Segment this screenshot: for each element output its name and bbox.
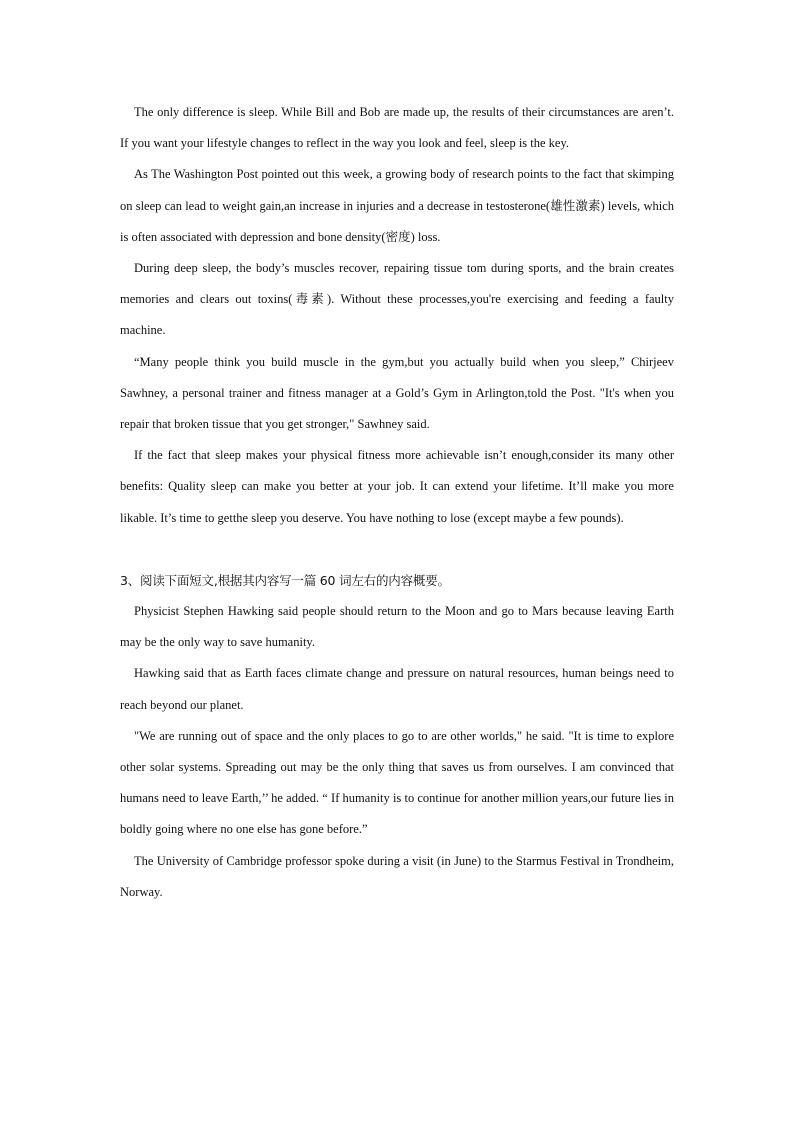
paragraph-other-benefits: If the fact that sleep makes your physical fitness more achievable isn’t enough,consider its many other benefits: Quality sleep can make you better at your job. It can extend your lifetime. It’ll make you more likable. It’s time to getthe sleep you deserve. You have nothing to lose (except maybe a few pounds). [120,448,674,525]
paragraph-hawking-intro: Physicist Stephen Hawking said people should return to the Moon and go to Mars because leaving Earth may be the only way to save humanity. [120,604,674,650]
question-heading: 3、阅读下面短文,根据其内容写一篇 60 词左右的内容概要。 [120,572,450,588]
paragraph-deep-sleep: During deep sleep, the body’s muscles recover, repairing tissue tom during sports, and the brain creates memories and clears out toxins(毒素). Without these processes,you're exercising and feeding a faulty machine. [120,261,674,338]
paragraph-starmus-festival: The University of Cambridge professor spoke during a visit (in June) to the Starmus Festival in Trondheim, Norway. [120,853,674,899]
paragraph-sawhney-quote: “Many people think you build muscle in the gym,but you actually build when you sleep,” Chirjeev Sawhney, a personal trainer and fitness manager at a Gold’s Gym in Arlington,told the Post. "It's when you repair that broken tissue that you get stronger," Sawhney said. [120,354,674,432]
paragraph-sleep-difference: The only difference is sleep. While Bill and Bob are made up, the results of their circumstances are aren’t. If you want your lifestyle changes to reflect in the way you look and feel, sleep is the key. [120,105,674,151]
paragraph-washington-post: As The Washington Post pointed out this week, a growing body of research points to the fact that skimping on sleep can lead to weight gain,an increase in injuries and a decrease in testosterone(雄性激素) levels, which is often associated with depression and bone density(密度) loss. [120,167,674,244]
paragraph-climate-change: Hawking said that as Earth faces climate change and pressure on natural resources, human beings need to reach beyond our planet. [120,666,674,712]
document-page [120,97,674,908]
paragraph-hawking-quote: "We are running out of space and the only places to go to are other worlds," he said. "It is time to explore other solar systems. Spreading out may be the only thing that saves us from ourselves. I am convinced that humans need to leave Earth,’’ he added. “ If humanity is to continue for another million years,our future lies in boldly going where no one else has gone before.” [120,728,674,837]
